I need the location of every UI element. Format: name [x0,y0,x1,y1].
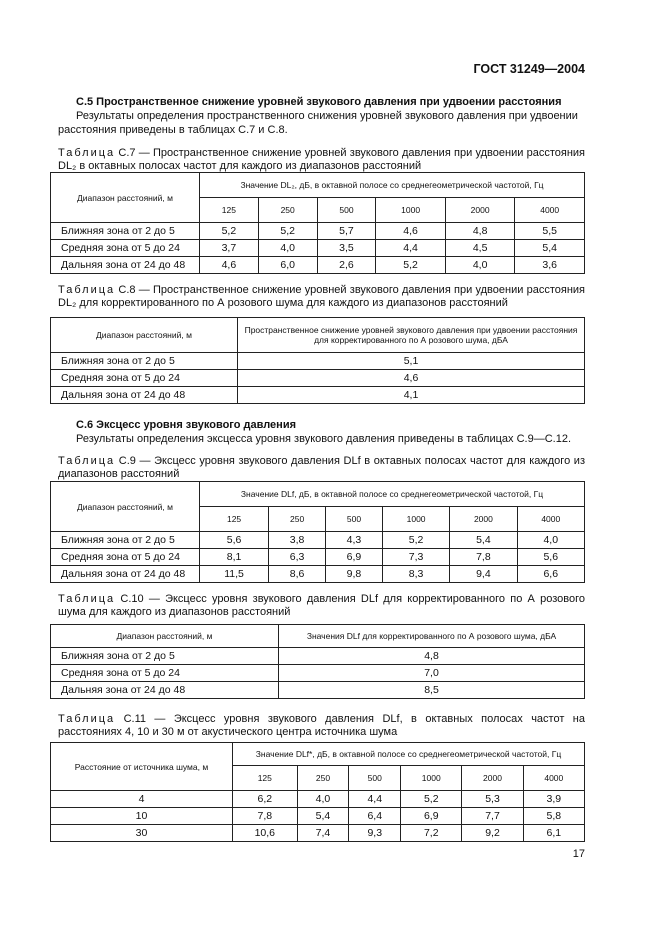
cell-value: 6,3 [269,549,326,566]
cell-value: 2,6 [317,257,376,274]
caption-text: С.7 — Пространственное снижение уровней звукового давления при удвоении расстояния DL₂ в октавных полосах частот для каждого из диапазонов расстояний [58,147,585,172]
table-c7 [50,172,585,274]
cell-value: 5,6 [200,532,269,549]
section-c6-paragraph: Результаты определения эксцесса уровня звукового давления приведены в таблицах С.9—С.12. [76,433,572,445]
table-row [51,648,585,665]
cell-value: 8,3 [382,566,449,583]
cell-value: 4,4 [349,791,401,808]
freq-header: 1000 [401,766,462,791]
freq-header: 250 [297,766,349,791]
caption-label: Таблица [58,147,116,159]
row-label: Средняя зона от 5 до 24 [51,240,200,257]
cell-value: 5,2 [382,532,449,549]
table-c7-group-header: Значение DL₂, дБ, в октавной полосе со среднегеометрической частотой, Гц [200,173,585,198]
cell-value: 4,0 [258,240,317,257]
cell-value: 5,6 [517,549,584,566]
cell-value: 7,0 [279,665,585,682]
table-c10 [50,624,585,699]
cell-value: 7,7 [462,808,523,825]
table-row [51,808,585,825]
row-label: Средняя зона от 5 до 24 [51,549,200,566]
table-row [51,825,585,842]
cell-value: 4,6 [200,257,259,274]
cell-value: 6,6 [517,566,584,583]
cell-value: 8,5 [279,682,585,699]
cell-value: 10,6 [233,825,298,842]
cell-value: 5,3 [462,791,523,808]
row-label: Ближняя зона от 2 до 5 [51,532,200,549]
cell-value: 9,2 [462,825,523,842]
cell-value: 6,9 [401,808,462,825]
freq-header: 250 [258,198,317,223]
row-label: Ближняя зона от 2 до 5 [51,648,279,665]
freq-header: 4000 [515,198,585,223]
section-c5-paragraph: Результаты определения пространственного снижения уровней звукового давления при удвоении расстояния приведены в таблицах С.7 и С.8. [58,110,578,136]
freq-header: 2000 [462,766,523,791]
table-c9-col1-header: Диапазон расстояний, м [51,482,200,532]
table-row [51,223,585,240]
table-c9-group-header: Значение DLf, дБ, в октавной полосе со среднегеометрической частотой, Гц [200,482,585,507]
table-c8 [50,317,585,404]
row-label: Дальняя зона от 24 до 48 [51,387,238,404]
table-row [51,387,585,404]
cell-value: 8,1 [200,549,269,566]
row-label: Дальняя зона от 24 до 48 [51,566,200,583]
cell-value: 5,4 [515,240,585,257]
cell-value: 4,6 [376,223,446,240]
cell-value: 9,4 [450,566,517,583]
row-label: Средняя зона от 5 до 24 [51,665,279,682]
cell-value: 5,2 [258,223,317,240]
cell-value: 7,3 [382,549,449,566]
freq-header: 2000 [445,198,515,223]
row-label: 10 [51,808,233,825]
cell-value: 7,4 [297,825,349,842]
cell-value: 4,3 [326,532,383,549]
table-c7-caption [58,147,585,173]
row-label: 4 [51,791,233,808]
cell-value: 5,4 [297,808,349,825]
cell-value: 3,6 [515,257,585,274]
cell-value: 4,1 [238,387,585,404]
table-c8-caption [58,284,585,310]
freq-header: 500 [317,198,376,223]
row-label: Дальняя зона от 24 до 48 [51,682,279,699]
cell-value: 7,8 [233,808,298,825]
cell-value: 5,2 [401,791,462,808]
cell-value: 6,1 [523,825,584,842]
section-c6-title: С.6 Эксцесс уровня звукового давления [76,419,296,431]
cell-value: 5,8 [523,808,584,825]
cell-value: 4,0 [445,257,515,274]
cell-value: 3,5 [317,240,376,257]
table-c8-col1-header: Диапазон расстояний, м [51,318,238,353]
cell-value: 4,5 [445,240,515,257]
caption-label: Таблица [58,455,116,467]
cell-value: 4,6 [238,370,585,387]
section-c5-title: С.5 Пространственное снижение уровней звукового давления при удвоении расстояния [76,96,562,108]
cell-value: 4,8 [445,223,515,240]
freq-header: 1000 [376,198,446,223]
cell-value: 4,4 [376,240,446,257]
cell-value: 4,8 [279,648,585,665]
table-c9 [50,481,585,583]
row-label: Средняя зона от 5 до 24 [51,370,238,387]
table-c9-caption [58,455,585,481]
cell-value: 3,9 [523,791,584,808]
table-c11 [50,742,585,842]
freq-header: 125 [200,507,269,532]
freq-header: 500 [349,766,401,791]
freq-header: 250 [269,507,326,532]
table-row [51,353,585,370]
freq-header: 125 [233,766,298,791]
table-row [51,682,585,699]
cell-value: 4,0 [517,532,584,549]
caption-label: Таблица [58,284,116,296]
caption-text: С.8 — Пространственное снижение уровней звукового давления при удвоении расстояния DL₂ для корректированного по А розового шума для каждого из диапазонов расстояний [58,284,585,309]
table-c10-caption [58,593,585,619]
cell-value: 5,1 [238,353,585,370]
row-label: Дальняя зона от 24 до 48 [51,257,200,274]
cell-value: 6,4 [349,808,401,825]
cell-value: 9,3 [349,825,401,842]
cell-value: 7,8 [450,549,517,566]
cell-value: 6,0 [258,257,317,274]
freq-header: 4000 [523,766,584,791]
caption-text: С.11 — Эксцесс уровня звукового давления DLf, в октавных полосах частот на расстояниях 4, 10 и 30 м от акустического центра источника шума [58,713,585,738]
table-c11-col1-header: Расстояние от источника шума, м [51,743,233,791]
caption-text: С.9 — Эксцесс уровня звукового давления DLf в октавных полосах частот для каждого из диапазонов расстояний [58,455,585,480]
cell-value: 3,7 [200,240,259,257]
document-code: ГОСТ 31249—2004 [473,62,585,76]
freq-header: 2000 [450,507,517,532]
caption-label: Таблица [58,713,116,725]
cell-value: 7,2 [401,825,462,842]
page-number: 17 [572,848,585,860]
freq-header: 4000 [517,507,584,532]
table-c10-col2-header: Значения DLf для корректированного по А розового шума, дБА [279,625,585,648]
freq-header: 500 [326,507,383,532]
cell-value: 5,2 [200,223,259,240]
cell-value: 8,6 [269,566,326,583]
row-label: Ближняя зона от 2 до 5 [51,223,200,240]
freq-header: 1000 [382,507,449,532]
cell-value: 4,0 [297,791,349,808]
table-row [51,240,585,257]
cell-value: 5,5 [515,223,585,240]
cell-value: 6,9 [326,549,383,566]
cell-value: 11,5 [200,566,269,583]
cell-value: 3,8 [269,532,326,549]
cell-value: 6,2 [233,791,298,808]
table-row [51,257,585,274]
table-row [51,665,585,682]
table-c11-group-header: Значение DLf*, дБ, в октавной полосе со среднегеометрической частотой, Гц [233,743,585,766]
row-label: 30 [51,825,233,842]
cell-value: 5,4 [450,532,517,549]
table-row [51,532,585,549]
table-row [51,791,585,808]
table-row [51,370,585,387]
cell-value: 5,2 [376,257,446,274]
row-label: Ближняя зона от 2 до 5 [51,353,238,370]
caption-label: Таблица [58,593,116,605]
caption-text: С.10 — Эксцесс уровня звукового давления DLf для корректированного по А розового шума для каждого из диапазонов расстояний [58,593,585,618]
cell-value: 5,7 [317,223,376,240]
table-row [51,566,585,583]
freq-header: 125 [200,198,259,223]
table-row [51,549,585,566]
table-c7-col1-header: Диапазон расстояний, м [51,173,200,223]
cell-value: 9,8 [326,566,383,583]
table-c11-caption [58,713,585,739]
table-c8-col2-header: Пространственное снижение уровней звукового давления при удвоении расстояния для корректированного по А розового шума, дБА [238,318,585,353]
table-c10-col1-header: Диапазон расстояний, м [51,625,279,648]
